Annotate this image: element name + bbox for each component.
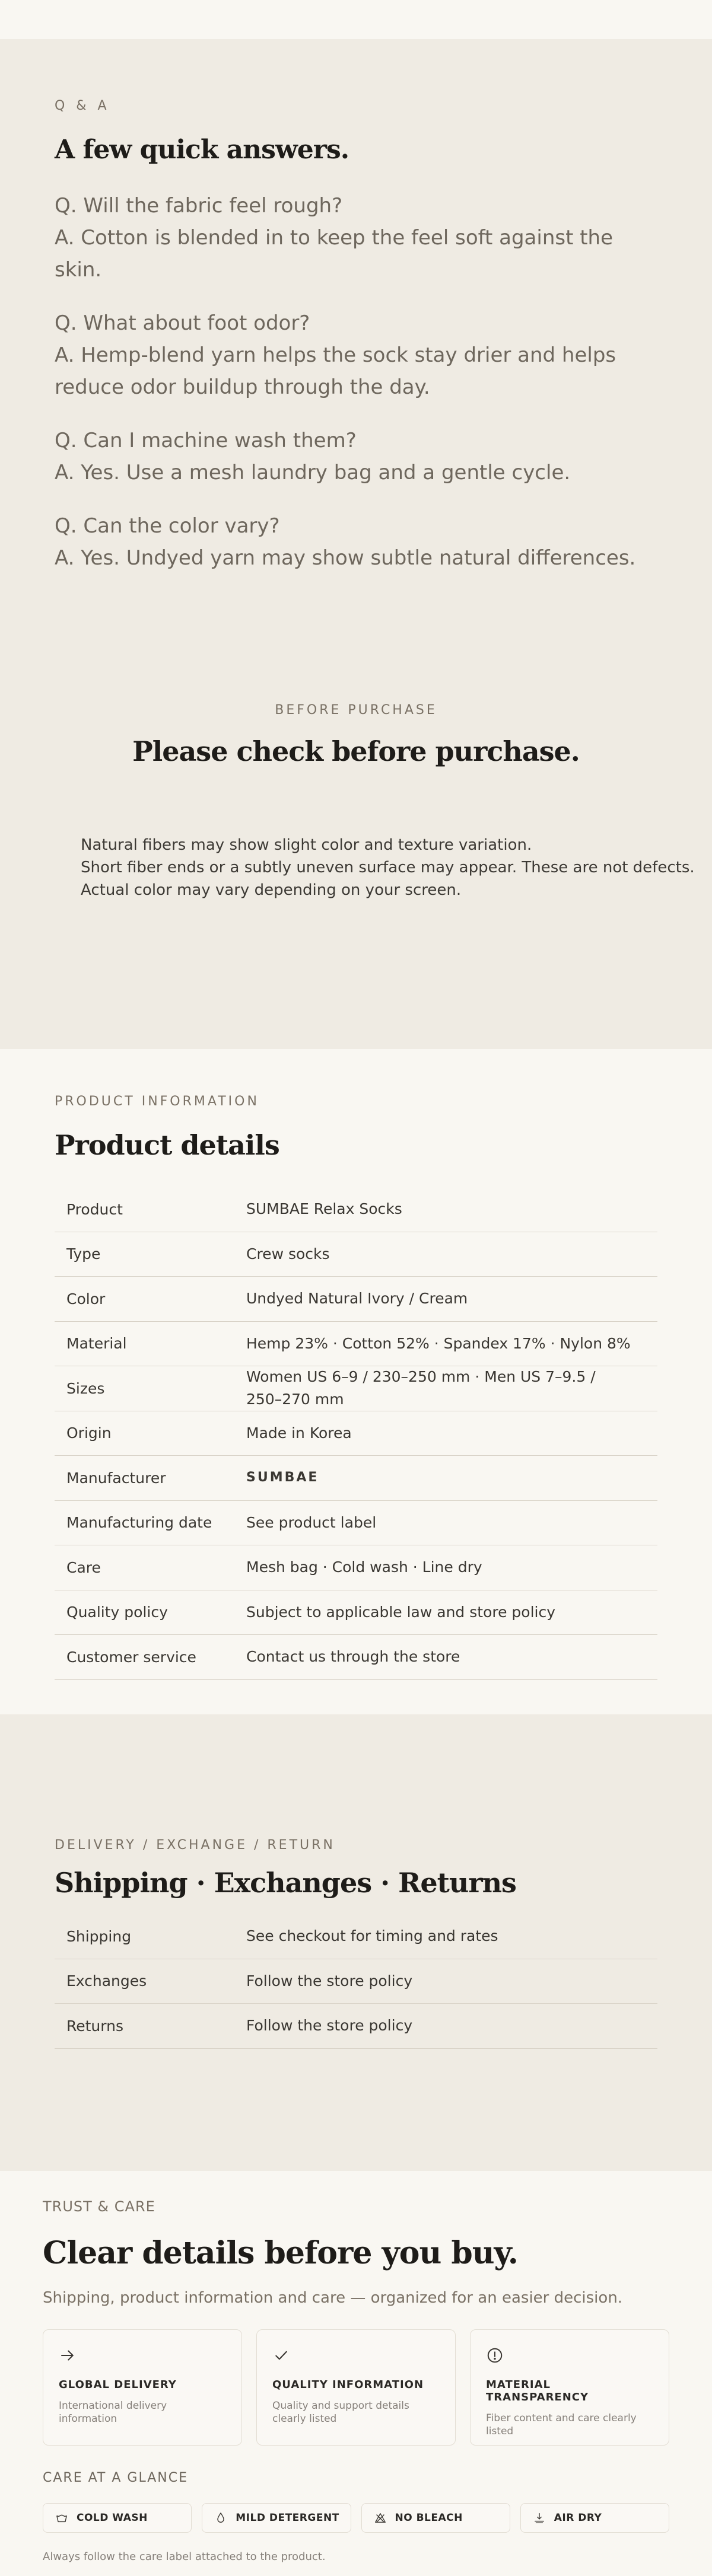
- shipping-eyebrow: DELIVERY / EXCHANGE / RETURN: [55, 1838, 335, 1853]
- before-note-line: Natural fibers may show slight color and texture variation.: [81, 836, 532, 854]
- before-title: Please check before purchase.: [132, 735, 580, 767]
- row-label: Customer service: [66, 1648, 196, 1666]
- qa-section: [0, 39, 712, 636]
- before-note-line: Actual color may vary depending on your screen.: [81, 881, 462, 899]
- table-row: [55, 1635, 657, 1680]
- row-value: Women US 6–9 / 230–250 mm · Men US 7–9.5 / 250–270 mm: [246, 1368, 596, 1408]
- row-label: Type: [66, 1245, 101, 1263]
- check-icon: [272, 2347, 290, 2364]
- table-row: [55, 1411, 657, 1456]
- chip-label: MILD DETERGENT: [236, 2512, 339, 2524]
- row-value: Crew socks: [246, 1245, 330, 1263]
- qa-item: [55, 307, 657, 403]
- top-strip: [0, 0, 712, 39]
- row-label: Origin: [66, 1424, 112, 1442]
- qa-answer: A. Hemp-blend yarn helps the sock stay drier and helps reduce odor buildup through the day.: [55, 343, 616, 399]
- shipping-table: [55, 1914, 657, 2049]
- row-value: Follow the store policy: [246, 1972, 413, 1990]
- row-value: Made in Korea: [246, 1424, 352, 1442]
- row-label: Manufacturing date: [66, 1514, 212, 1532]
- card-description: Fiber content and care clearly listed: [486, 2412, 637, 2437]
- row-value: See product label: [246, 1513, 377, 1531]
- table-row: [55, 1959, 657, 2004]
- product-title: Product details: [55, 1129, 279, 1161]
- row-label: Care: [66, 1558, 101, 1576]
- no-bleach-icon: [374, 2511, 387, 2524]
- care-chip-cold-wash: [43, 2503, 192, 2533]
- shipping-section: [0, 1714, 712, 2171]
- row-value: Follow the store policy: [246, 2017, 413, 2035]
- row-label: Manufacturer: [66, 1469, 166, 1487]
- arrow-right-icon: [59, 2347, 77, 2364]
- trust-care-section: [0, 2171, 712, 2576]
- table-row: [55, 1187, 657, 1232]
- card-description: Quality and support details clearly listed: [272, 2400, 409, 2425]
- care-footnote: Always follow the care label attached to the product.: [43, 2551, 326, 2563]
- qa-item: [55, 510, 657, 574]
- qa-question: Q. Will the fabric feel rough?: [55, 194, 343, 218]
- wash-tub-icon: [55, 2511, 68, 2524]
- product-info-section: [0, 1049, 712, 1714]
- trust-subtitle: Shipping, product information and care — organized for an easier decision.: [43, 2289, 623, 2307]
- before-purchase-section: [0, 636, 712, 1049]
- row-value: SUMBAE: [246, 1470, 319, 1485]
- row-label: Product: [66, 1200, 123, 1218]
- row-value: Contact us through the store: [246, 1648, 460, 1666]
- chip-label: AIR DRY: [554, 2512, 602, 2524]
- qa-question: Q. Can I machine wash them?: [55, 429, 357, 452]
- card-title: QUALITY INFORMATION: [272, 2379, 424, 2391]
- card-title: GLOBAL DELIVERY: [59, 2379, 177, 2391]
- product-details-table: [55, 1187, 657, 1680]
- table-row: [55, 1277, 657, 1322]
- table-row: [55, 1366, 657, 1411]
- care-chip-air-dry: [520, 2503, 669, 2533]
- shipping-title: Shipping · Exchanges · Returns: [55, 1867, 516, 1899]
- table-row: [55, 2004, 657, 2049]
- before-notes: [81, 834, 712, 901]
- row-label: Quality policy: [66, 1603, 168, 1621]
- table-row: [55, 1232, 657, 1277]
- row-label: Color: [66, 1290, 106, 1308]
- air-dry-icon: [533, 2511, 546, 2524]
- trust-title: Clear details before you buy.: [43, 2235, 518, 2271]
- table-row: [55, 1914, 657, 1959]
- info-icon: [486, 2347, 504, 2364]
- row-label: Exchanges: [66, 1972, 147, 1990]
- row-value: See checkout for timing and rates: [246, 1927, 498, 1945]
- qa-question: Q. What about foot odor?: [55, 311, 310, 335]
- row-value: Hemp 23% · Cotton 52% · Spandex 17% · Nylon 8%: [246, 1334, 631, 1352]
- qa-item: [55, 190, 657, 286]
- row-label: Sizes: [66, 1379, 105, 1397]
- qa-list: [55, 190, 657, 574]
- table-row: [55, 1456, 657, 1501]
- trust-cards: [43, 2329, 669, 2446]
- table-row: [55, 1322, 657, 1367]
- row-value: Mesh bag · Cold wash · Line dry: [246, 1558, 482, 1576]
- table-row: [55, 1590, 657, 1635]
- before-note-line: Short fiber ends or a subtly uneven surface may appear. These are not defects.: [81, 859, 695, 876]
- before-eyebrow: BEFORE PURCHASE: [275, 703, 437, 718]
- row-label: Material: [66, 1335, 127, 1353]
- qa-title: A few quick answers.: [55, 135, 349, 165]
- product-eyebrow: PRODUCT INFORMATION: [55, 1094, 259, 1109]
- card-title: MATERIAL TRANSPARENCY: [486, 2379, 589, 2403]
- trust-eyebrow: TRUST & CARE: [43, 2198, 155, 2215]
- care-chip-mild-detergent: [202, 2503, 351, 2533]
- qa-item: [55, 425, 657, 489]
- chip-label: NO BLEACH: [395, 2512, 463, 2524]
- qa-answer: A. Yes. Use a mesh laundry bag and a gentle cycle.: [55, 461, 571, 484]
- row-label: Shipping: [66, 1927, 132, 1945]
- trust-card-quality-information: [256, 2329, 456, 2446]
- qa-answer: A. Yes. Undyed yarn may show subtle natural differences.: [55, 546, 636, 570]
- table-row: [55, 1545, 657, 1590]
- drop-icon: [214, 2511, 227, 2524]
- chip-label: COLD WASH: [77, 2512, 148, 2524]
- qa-eyebrow: Q & A: [55, 98, 110, 113]
- qa-answer: A. Cotton is blended in to keep the feel soft against the skin.: [55, 226, 614, 282]
- row-value: Subject to applicable law and store policy: [246, 1603, 556, 1621]
- care-chips: [43, 2503, 669, 2533]
- care-glance-label: CARE AT A GLANCE: [43, 2470, 188, 2485]
- trust-card-global-delivery: [43, 2329, 242, 2446]
- row-value: Undyed Natural Ivory / Cream: [246, 1290, 468, 1308]
- trust-card-material-transparency: [470, 2329, 669, 2446]
- row-label: Returns: [66, 2017, 123, 2035]
- qa-question: Q. Can the color vary?: [55, 514, 280, 538]
- care-chip-no-bleach: [361, 2503, 510, 2533]
- row-value: SUMBAE Relax Socks: [246, 1200, 402, 1218]
- table-row: [55, 1501, 657, 1546]
- card-description: International delivery information: [59, 2400, 167, 2425]
